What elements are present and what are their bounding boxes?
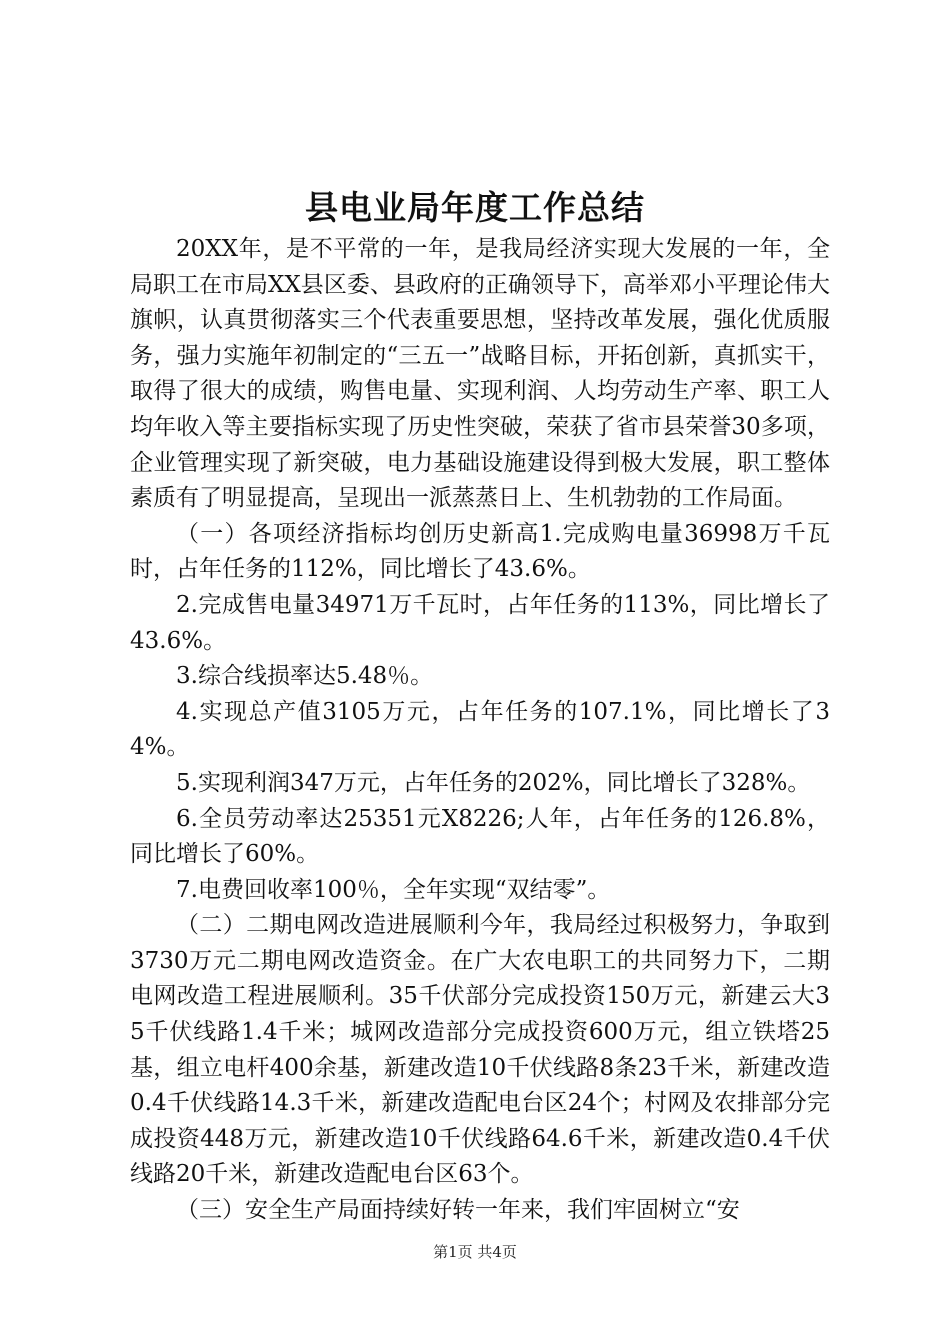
page-number-footer: 第1页 共4页 xyxy=(433,1243,517,1261)
paragraph-item-2: 2.完成售电量34971万千瓦时，占年任务的113%，同比增长了43.6%。 xyxy=(130,591,830,654)
paragraph-section-2: （二）二期电网改造进展顺利今年，我局经过积极努力，争取到3730万元二期电网改造资金。在广大农电职工的共同努力下，二期电网改造工程进展顺利。35千伏部分完成投资150万元，新建云大35千伏线路1.4千米；城网改造部分完成投资600万元，组立铁塔25基，组立电杆400余基，新建改造10千伏线路8条23千米，新建改造0.4千伏线路14.3千米，新建改造配电台区24个；村网及农排部分完成投资448万元，新建改造10千伏线路64.6千米，新建改造0.4千伏线路20千米，新建改造配电台区63个。 xyxy=(130,912,830,1188)
document-body xyxy=(130,232,830,1229)
paragraph-item-5: 5.实现利润347万元，占年任务的202%，同比增长了328%。 xyxy=(176,769,811,796)
paragraph-intro: 20XX年，是不平常的一年，是我局经济实现大发展的一年，全局职工在市局XX县区委、县政府的正确领导下，高举邓小平理论伟大旗帜，认真贯彻落实三个代表重要思想，坚持改革发展，强化优质服务，强力实施年初制定的“三五一”战略目标，开拓创新，真抓实干，取得了很大的成绩，购售电量、实现利润、人均劳动生产率、职工人均年收入等主要指标实现了历史性突破，荣获了省市县荣誉30多项，企业管理实现了新突破，电力基础设施建设得到极大发展，职工整体素质有了明显提高，呈现出一派蒸蒸日上、生机勃勃的工作局面。 xyxy=(130,236,830,512)
paragraph-section-1-item-1: （一）各项经济指标均创历史新高1.完成购电量36998万千瓦时，占年任务的112%，同比增长了43.6%。 xyxy=(130,520,830,583)
paragraph-item-6: 6.全员劳动率达25351元X8226;人年，占年任务的126.8%，同比增长了60%。 xyxy=(130,805,830,868)
paragraph-item-4: 4.实现总产值3105万元，占年任务的107.1%，同比增长了34%。 xyxy=(130,698,830,761)
paragraph-section-3: （三）安全生产局面持续好转一年来，我们牢固树立“安 xyxy=(176,1197,740,1224)
document-title: 县电业局年度工作总结 xyxy=(305,188,645,227)
paragraph-item-3: 3.综合线损率达5.48％。 xyxy=(176,663,434,690)
paragraph-item-7: 7.电费回收率100％，全年实现“双结零”。 xyxy=(176,876,611,903)
